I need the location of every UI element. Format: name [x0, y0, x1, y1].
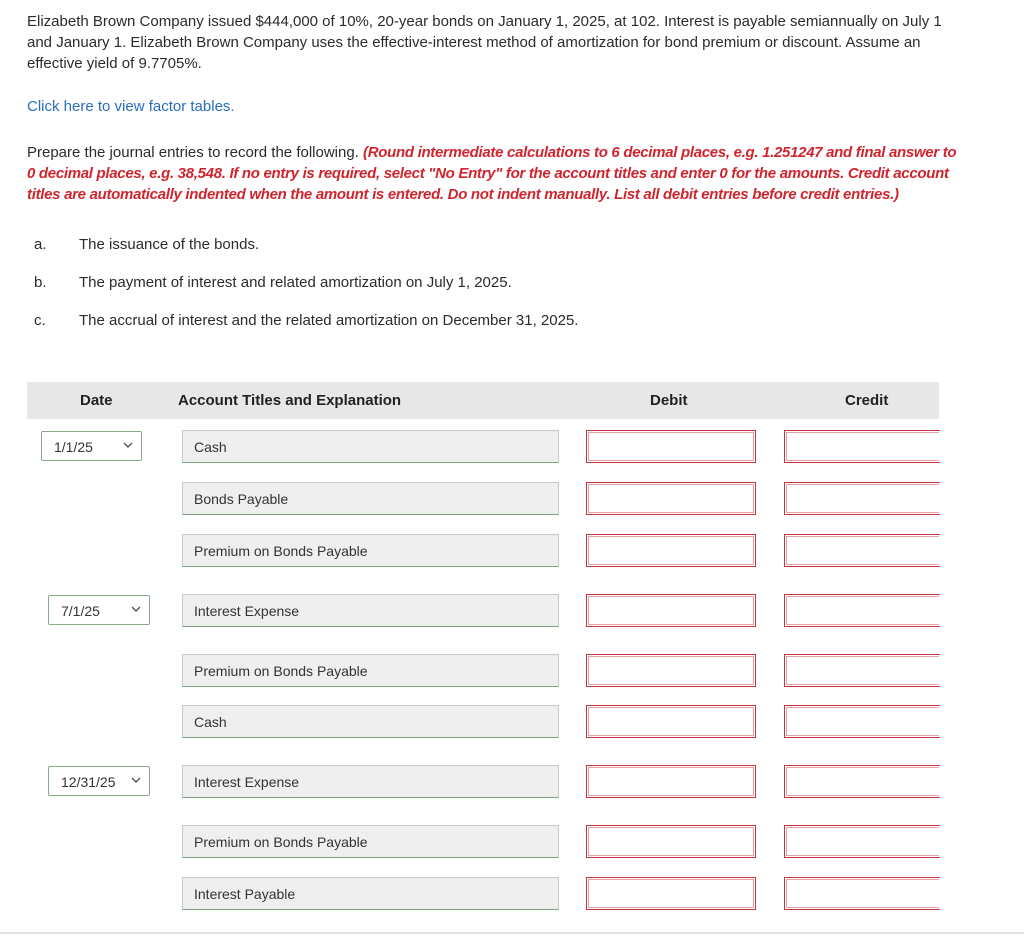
debit-input-1-3[interactable]: [586, 534, 756, 567]
account-field-1-3[interactable]: Premium on Bonds Payable: [182, 534, 559, 567]
account-field-3-1[interactable]: Interest Expense: [182, 765, 559, 798]
instructions-lead: Prepare the journal entries to record the following.: [27, 144, 364, 161]
account-field-1-2[interactable]: Bonds Payable: [182, 482, 559, 515]
account-field-3-2[interactable]: Premium on Bonds Payable: [182, 825, 559, 858]
chevron-down-icon: [131, 605, 141, 613]
debit-input-2-2[interactable]: [586, 654, 756, 687]
account-field-2-3[interactable]: Cash: [182, 705, 559, 738]
debit-input-1-1[interactable]: [586, 430, 756, 463]
requirement-letter-a: a.: [34, 236, 47, 253]
requirement-text-b: The payment of interest and related amortization on July 1, 2025.: [79, 274, 512, 291]
header-account: Account Titles and Explanation: [178, 392, 402, 409]
credit-input-2-1[interactable]: [784, 594, 940, 627]
date-select-entry-2[interactable]: [48, 595, 150, 625]
page-bottom-divider: [0, 932, 1024, 934]
account-field-2-2[interactable]: Premium on Bonds Payable: [182, 654, 559, 687]
debit-input-1-2[interactable]: [586, 482, 756, 515]
instructions: [27, 142, 957, 205]
account-field-1-1[interactable]: Cash: [182, 430, 559, 463]
credit-input-3-1[interactable]: [784, 765, 940, 798]
debit-input-2-1[interactable]: [586, 594, 756, 627]
debit-input-3-1[interactable]: [586, 765, 756, 798]
credit-input-1-2[interactable]: [784, 482, 940, 515]
instructions-rounding: (Round intermediate calculations to 6 decimal places, e.g. 1.251247 and final answer to 0 decimal places, e.g. 38,548. If no entry is required, select "No Entry" for the account titles and enter 0 for the amounts. Credit account titles are automatically indented when the amount is entered. Do not indent manually. List all debit entries before credit entries.): [27, 144, 957, 203]
problem-statement: Elizabeth Brown Company issued $444,000 of 10%, 20-year bonds on January 1, 2025, at 102. Interest is payable semiannually on July 1 and January 1. Elizabeth Brown Company uses the effective-interest method of amortization for bond premium or discount. Assume an effective yield of 9.7705%.: [27, 13, 942, 72]
date-select-entry-1[interactable]: [41, 431, 142, 461]
credit-input-2-2[interactable]: [784, 654, 940, 687]
requirement-letter-b: b.: [34, 274, 47, 291]
requirement-text-c: The accrual of interest and the related amortization on December 31, 2025.: [79, 312, 579, 329]
debit-input-3-3[interactable]: [586, 877, 756, 910]
account-field-3-3[interactable]: Interest Payable: [182, 877, 559, 910]
requirement-text-a: The issuance of the bonds.: [79, 236, 260, 253]
account-field-2-1[interactable]: Interest Expense: [182, 594, 559, 627]
journal-table-header: [27, 382, 939, 419]
credit-input-3-2[interactable]: [784, 825, 940, 858]
date-select-entry-3[interactable]: [48, 766, 150, 796]
credit-input-1-3[interactable]: [784, 534, 940, 567]
chevron-down-icon: [123, 441, 133, 449]
debit-input-3-2[interactable]: [586, 825, 756, 858]
debit-input-2-3[interactable]: [586, 705, 756, 738]
credit-input-1-1[interactable]: [784, 430, 940, 463]
header-date: Date: [80, 392, 113, 409]
header-credit: Credit: [845, 392, 889, 409]
date-select-value: 7/1/25: [61, 603, 100, 619]
chevron-down-icon: [131, 776, 141, 784]
credit-input-3-3[interactable]: [784, 877, 940, 910]
factor-tables-link[interactable]: Click here to view factor tables.: [27, 98, 235, 115]
requirement-letter-c: c.: [34, 312, 46, 329]
date-select-value: 1/1/25: [54, 439, 93, 455]
date-select-value: 12/31/25: [61, 774, 116, 790]
credit-input-2-3[interactable]: [784, 705, 940, 738]
header-debit: Debit: [650, 392, 688, 409]
